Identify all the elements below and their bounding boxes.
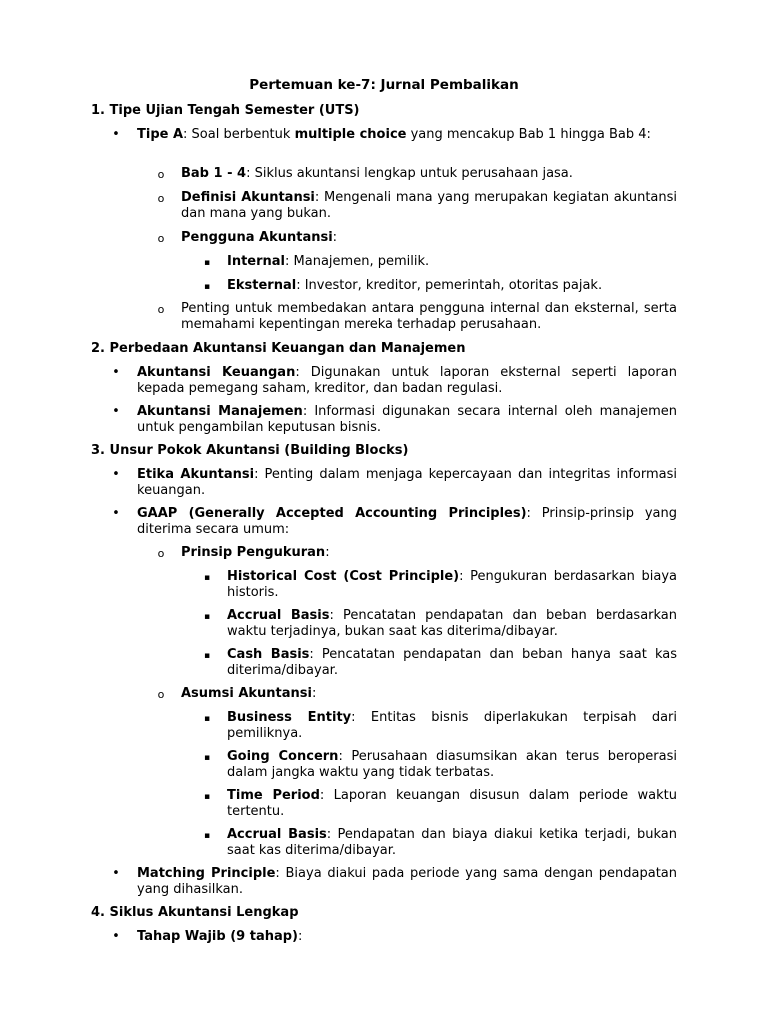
item-label: Internal xyxy=(227,254,286,269)
item-label: Etika Akuntansi xyxy=(137,467,255,482)
circle-marker: o xyxy=(157,168,165,181)
list-item-etika xyxy=(137,467,677,498)
item-text: : Pencatatan pendapatan dan beban berdasarkan waktu terjadinya, bukan saat kas diterima/dibayar. xyxy=(227,608,678,639)
bullet-marker: • xyxy=(112,365,120,380)
square-marker: ▪ xyxy=(203,714,211,724)
item-text: : Perusahaan diasumsikan akan terus beroperasi dalam jangka waktu yang tidak terbatas. xyxy=(227,749,677,780)
square-marker: ▪ xyxy=(203,651,211,661)
item-label: Prinsip Pengukuran xyxy=(181,545,326,560)
list-item-accrual-basis-2 xyxy=(227,827,677,858)
item-text: : Penting dalam menjaga kepercayaan dan integritas informasi keuangan. xyxy=(137,467,677,498)
list-item-penting: Penting untuk membedakan antara pengguna internal dan eksternal, serta memahami kepentingan mereka terhadap perusahaan. xyxy=(181,301,677,332)
list-item-bab xyxy=(181,166,677,182)
item-label: Accrual Basis xyxy=(227,827,327,842)
item-label: Pengguna Akuntansi xyxy=(181,230,333,245)
item-text: : xyxy=(311,686,317,701)
square-marker: ▪ xyxy=(203,612,211,622)
list-item-keuangan xyxy=(137,365,677,396)
item-text: : Prinsip-prinsip yang diterima secara umum: xyxy=(137,506,677,537)
item-label: Matching Principle xyxy=(137,866,276,881)
item-label: GAAP (Generally Accepted Accounting Principles) xyxy=(137,506,527,521)
item-label: Akuntansi Manajemen xyxy=(137,404,303,419)
list-item-asumsi xyxy=(181,686,677,702)
item-text: : Pengukuran berdasarkan biaya historis. xyxy=(227,569,677,600)
list-item-eksternal xyxy=(227,278,677,294)
item-label: Business Entity xyxy=(227,710,352,725)
item-text: : Laporan keuangan disusun dalam periode waktu tertentu. xyxy=(227,788,677,819)
item-text: : Digunakan untuk laporan eksternal seperti laporan kepada pemegang saham, kreditor, dan badan regulasi. xyxy=(137,365,677,396)
square-marker: ▪ xyxy=(203,753,211,763)
circle-marker: o xyxy=(157,547,165,560)
item-label: Bab 1 - 4 xyxy=(181,166,247,181)
list-item-internal xyxy=(227,254,677,270)
item-label: Tahap Wajib (9 tahap) xyxy=(137,929,298,944)
square-marker: ▪ xyxy=(203,792,211,802)
square-marker: ▪ xyxy=(203,258,211,268)
bullet-marker: • xyxy=(112,866,120,881)
circle-marker: o xyxy=(157,688,165,701)
item-text: : xyxy=(332,230,338,245)
list-item-definisi xyxy=(181,190,677,221)
item-text: : Entitas bisnis diperlakukan terpisah dari pemiliknya. xyxy=(227,710,677,741)
item-label: Eksternal xyxy=(227,278,297,293)
bullet-marker: • xyxy=(112,506,120,521)
item-label: Akuntansi Keuangan xyxy=(137,365,296,380)
list-item-accrual-basis xyxy=(227,608,677,639)
item-text: : Biaya diakui pada periode yang sama dengan pendapatan yang dihasilkan. xyxy=(137,866,677,897)
list-item-going-concern xyxy=(227,749,677,780)
item-label: Asumsi Akuntansi xyxy=(181,686,312,701)
item-text: : Investor, kreditor, pemerintah, otoritas pajak. xyxy=(296,278,603,293)
list-item-time-period xyxy=(227,788,677,819)
bullet-marker: • xyxy=(112,127,120,142)
section-heading-3: 3. Unsur Pokok Akuntansi (Building Blocks) xyxy=(91,443,409,458)
item-text: : Mengenali mana yang merupakan kegiatan akuntansi dan mana yang bukan. xyxy=(181,190,678,221)
item-text: : Siklus akuntansi lengkap untuk perusahaan jasa. xyxy=(246,166,573,181)
section-heading-2: 2. Perbedaan Akuntansi Keuangan dan Manajemen xyxy=(91,341,466,356)
item-text: : Soal berbentuk xyxy=(183,127,295,142)
circle-marker: o xyxy=(157,303,165,316)
item-text: : Manajemen, pemilik. xyxy=(285,254,430,269)
item-label: Going Concern xyxy=(227,749,339,764)
item-text: : Pendapatan dan biaya diakui ketika terjadi, bukan saat kas diterima/dibayar. xyxy=(227,827,677,858)
circle-marker: o xyxy=(157,232,165,245)
list-item-matching xyxy=(137,866,677,897)
item-label: Cash Basis xyxy=(227,647,310,662)
bullet-marker: • xyxy=(112,467,120,482)
item-text: : xyxy=(325,545,330,560)
square-marker: ▪ xyxy=(203,573,211,583)
item-label: Definisi Akuntansi xyxy=(181,190,315,205)
list-item-historical xyxy=(227,569,677,600)
list-item-tahap-wajib xyxy=(137,929,677,945)
item-label: Historical Cost (Cost Principle) xyxy=(227,569,460,584)
item-label: Accrual Basis xyxy=(227,608,330,623)
section-heading-1: 1. Tipe Ujian Tengah Semester (UTS) xyxy=(91,103,360,118)
square-marker: ▪ xyxy=(203,831,211,841)
list-item-gaap xyxy=(137,506,677,537)
item-label: Tipe A xyxy=(137,127,184,142)
bullet-marker: • xyxy=(112,929,120,944)
list-item-cash-basis xyxy=(227,647,677,678)
list-item-tipe-a xyxy=(137,127,677,143)
item-text: yang mencakup Bab 1 hingga Bab 4: xyxy=(406,127,651,142)
item-text: : xyxy=(298,929,303,944)
item-emphasis: multiple choice xyxy=(294,127,407,142)
list-item-business-entity xyxy=(227,710,677,741)
list-item-manajemen xyxy=(137,404,677,435)
list-item-pengguna xyxy=(181,230,677,246)
item-label: Time Period xyxy=(227,788,320,803)
section-heading-4: 4. Siklus Akuntansi Lengkap xyxy=(91,905,299,920)
bullet-marker: • xyxy=(112,404,120,419)
square-marker: ▪ xyxy=(203,282,211,292)
list-item-prinsip xyxy=(181,545,677,561)
item-text: : Pencatatan pendapatan dan beban hanya saat kas diterima/dibayar. xyxy=(227,647,677,678)
item-text: : Informasi digunakan secara internal oleh manajemen untuk pengambilan keputusan bisnis. xyxy=(137,404,677,435)
circle-marker: o xyxy=(157,192,165,205)
page-title: Pertemuan ke-7: Jurnal Pembalikan xyxy=(249,77,519,93)
